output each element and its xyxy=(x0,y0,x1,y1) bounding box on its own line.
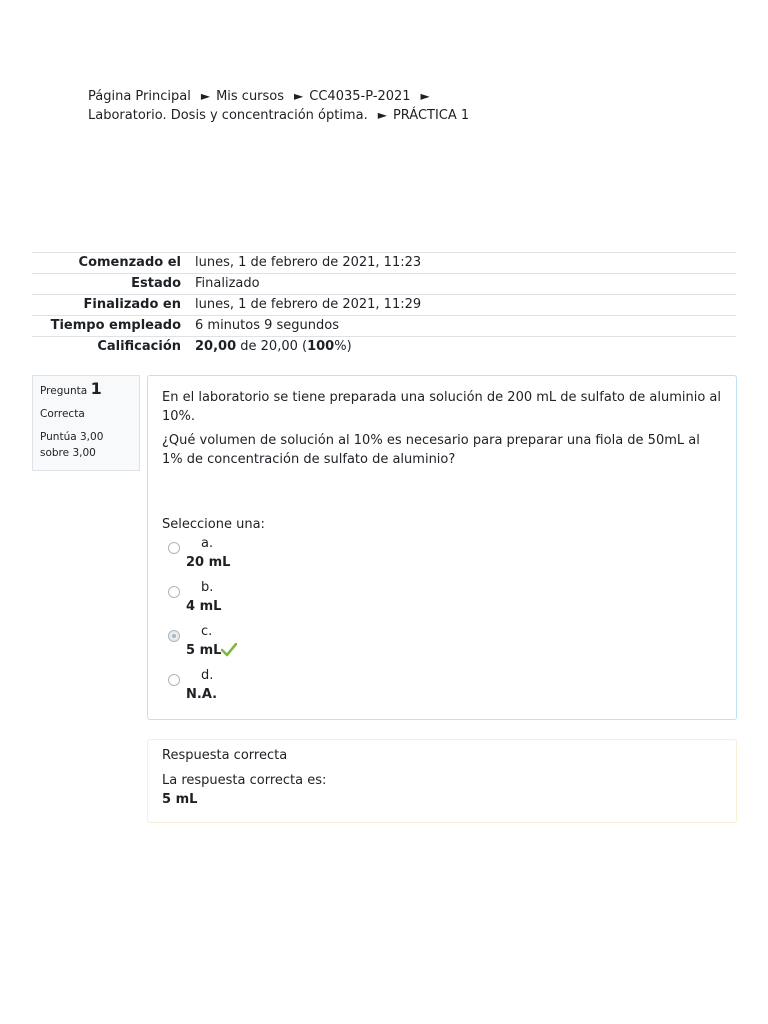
question-number xyxy=(40,381,132,399)
summary-row xyxy=(32,316,736,337)
option-value: 20 mL xyxy=(186,555,231,570)
question-label: Pregunta xyxy=(40,385,88,397)
breadcrumb-course-link[interactable]: CC4035-P-2021 xyxy=(309,89,411,104)
option-value: N.A. xyxy=(186,687,218,702)
summary-label: Comenzado el xyxy=(78,255,181,270)
grade-close: %) xyxy=(334,339,352,354)
breadcrumb-separator: ► xyxy=(200,89,211,103)
breadcrumb-home-link[interactable]: Página Principal xyxy=(88,89,191,104)
option-letter: d. xyxy=(201,668,214,683)
summary-row xyxy=(32,274,736,295)
summary-label: Estado xyxy=(131,276,181,291)
breadcrumb-separator: ► xyxy=(377,108,387,122)
answer-option-c[interactable] xyxy=(162,624,722,668)
breadcrumb-courses-link[interactable]: Mis cursos xyxy=(216,89,285,104)
summary-row xyxy=(32,253,736,274)
question-text: ¿Qué volumen de solución al 10% es necesario para preparar una fiola de 50mL al 1% de concentración de sulfato de aluminio? xyxy=(162,433,700,467)
radio-button[interactable] xyxy=(168,586,180,598)
grade-label: Calificación xyxy=(97,339,181,354)
summary-value: lunes, 1 de febrero de 2021, 11:23 xyxy=(195,255,422,270)
summary-row xyxy=(32,295,736,316)
feedback-status: Respuesta correcta xyxy=(162,748,288,763)
summary-value: Finalizado xyxy=(195,276,260,291)
breadcrumb xyxy=(88,87,508,125)
answer-prompt: Seleccione una: xyxy=(162,517,265,532)
radio-button[interactable] xyxy=(168,674,180,686)
summary-label: Tiempo empleado xyxy=(50,318,181,333)
grade-of: de 20,00 ( xyxy=(240,339,308,354)
breadcrumb-separator: ► xyxy=(294,89,304,103)
right-answer-value: 5 mL xyxy=(162,792,198,807)
question-text: En el laboratorio se tiene preparada una solución de 200 mL de sulfato de aluminio al 10%. xyxy=(162,390,722,424)
right-answer-label: La respuesta correcta es: xyxy=(162,773,327,788)
breadcrumb-lab-link[interactable]: Laboratorio. Dosis y concentración óptima. xyxy=(88,108,368,123)
radio-button[interactable] xyxy=(168,542,180,554)
option-letter: c. xyxy=(201,624,213,639)
question-info-box xyxy=(32,375,140,471)
answer-options xyxy=(162,536,722,712)
summary-label: Finalizado en xyxy=(83,297,181,312)
option-letter: b. xyxy=(201,580,214,595)
question-feedback xyxy=(147,739,737,823)
question-grade: Puntúa 3,00 sobre 3,00 xyxy=(40,431,104,459)
grade-percent: 100 xyxy=(307,339,335,354)
grade-score: 20,00 xyxy=(195,339,237,354)
summary-row-grade xyxy=(32,337,736,358)
summary-value: lunes, 1 de febrero de 2021, 11:29 xyxy=(195,297,422,312)
attempt-summary-table xyxy=(32,252,736,357)
option-letter: a. xyxy=(201,536,214,551)
answer-option-d[interactable] xyxy=(162,668,722,712)
answer-option-a[interactable] xyxy=(162,536,722,580)
summary-value: 6 minutos 9 segundos xyxy=(195,318,339,333)
question-state: Correcta xyxy=(40,408,85,420)
breadcrumb-practice-link[interactable]: PRÁCTICA 1 xyxy=(392,108,470,123)
question-formulation xyxy=(147,375,737,720)
answer-option-b[interactable] xyxy=(162,580,722,624)
radio-button-selected[interactable] xyxy=(168,630,180,642)
grade-value xyxy=(188,337,736,358)
correct-check-icon xyxy=(221,643,237,657)
breadcrumb-separator: ► xyxy=(420,89,430,103)
option-value: 4 mL xyxy=(186,599,222,614)
option-value: 5 mL xyxy=(186,643,222,658)
question-number-value: 1 xyxy=(90,379,102,398)
